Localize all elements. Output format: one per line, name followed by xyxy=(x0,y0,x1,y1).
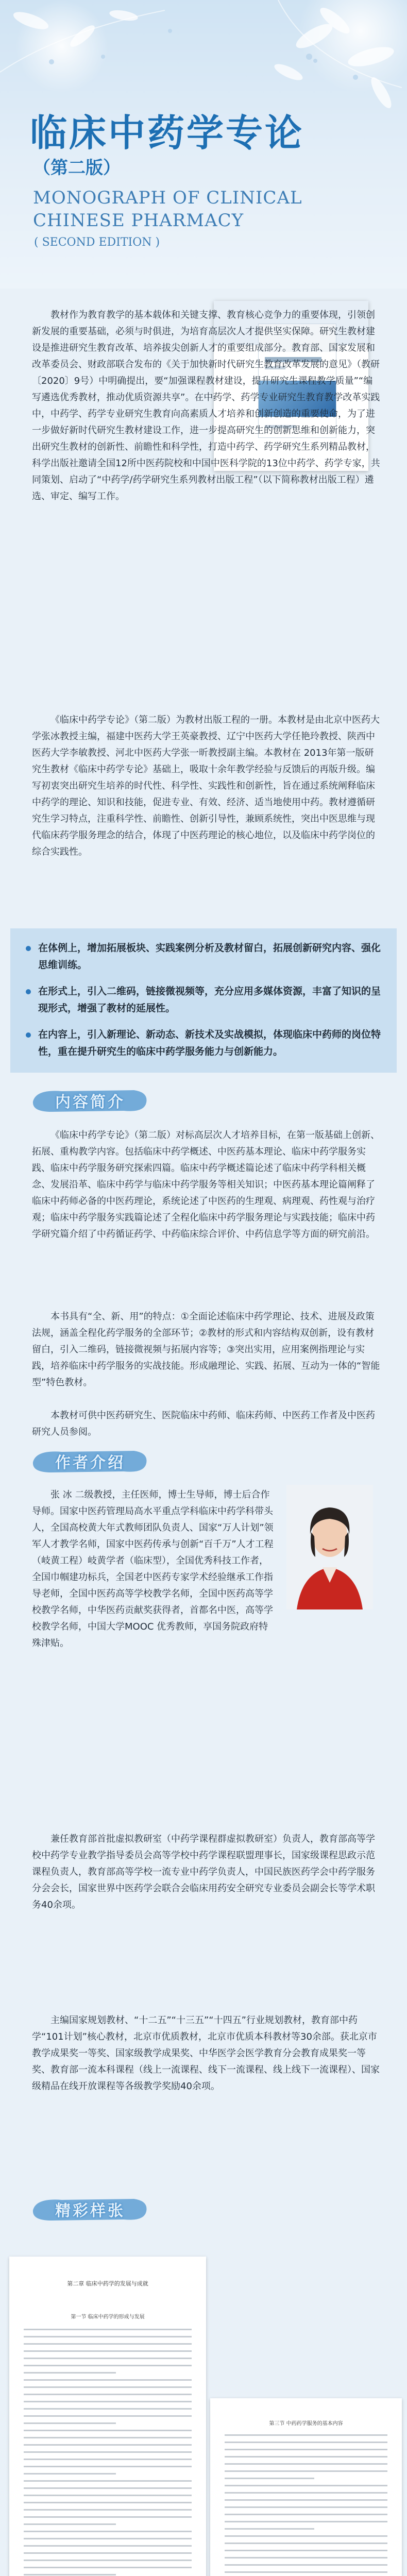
highlight-item xyxy=(38,983,388,1017)
sample-section-title: 第一节 临床中药学的形成与发展 xyxy=(71,2314,145,2320)
highlight-item xyxy=(38,940,388,974)
sample-text-line xyxy=(225,2571,387,2573)
summary-heading: 内容简介 xyxy=(55,1093,125,1111)
sample-text-line xyxy=(24,2451,192,2453)
edition-label: （第二版） xyxy=(33,158,121,178)
author-heading: 作者介绍 xyxy=(55,1454,125,1472)
samples-heading-banner xyxy=(31,2195,149,2224)
sample-text-line xyxy=(24,2495,192,2496)
sample-text-line xyxy=(24,2372,116,2374)
sample-chapter-title: 第二章 临床中药学的发展与成就 xyxy=(67,2280,148,2287)
sample-text-line xyxy=(225,2557,387,2558)
sample-text-line xyxy=(24,2422,116,2424)
sample-text-line xyxy=(225,2485,387,2486)
sample-text-line xyxy=(24,2552,192,2554)
intro-section xyxy=(0,289,407,927)
samples-heading: 精彩样张 xyxy=(55,2202,125,2220)
sample-text-line xyxy=(225,2434,387,2436)
sample-page-right xyxy=(210,2398,402,2576)
sample-section-title: 第三节 中药药学服务的基本内容 xyxy=(269,2421,343,2427)
author-photo xyxy=(286,1485,373,1609)
sample-text-line xyxy=(24,2329,192,2330)
sample-text-line xyxy=(24,2480,192,2482)
summary-paragraph: 本教材可供中医药研究生、医院临床中药师、临床药师、中医药工作者及中医药研究人员参阅。 xyxy=(32,1410,375,1437)
english-title: MONOGRAPH OF CLINICAL CHINESE PHARMACY xyxy=(33,188,302,231)
summary-paragraph: 本书具有“全、新、用”的特点：①全面论述临床中药学理论、技术、进展及政策法规，涵盖全程化药学服务的全部环节；②教材的形式和内容结构双创新，设有教材留白，引入二维码，链接微视频与拓展内容等；③突出实用，应用案例指理论与实践，培养临床中药学服务的实战技能。形成融理论、实践、拓展、互动为一体的“智能型”特色教材。 xyxy=(32,1311,380,1388)
sample-text-line xyxy=(225,2499,387,2501)
highlight-text: 在体例上，增加拓展板块、实践案例分析及教材留白，拓展创新研究内容、强化思维训练。 xyxy=(38,942,381,971)
sample-text-line xyxy=(24,2560,192,2561)
hero-header xyxy=(0,0,407,289)
sample-text-line xyxy=(24,2386,192,2388)
sample-text-line xyxy=(225,2514,387,2515)
author-heading-banner xyxy=(31,1447,149,1476)
sample-text-line xyxy=(225,2449,387,2450)
sample-text-line xyxy=(24,2358,192,2359)
sample-text-line xyxy=(225,2506,387,2508)
sample-text-line xyxy=(225,2463,387,2465)
bullet-icon xyxy=(26,989,31,994)
sample-text-line xyxy=(24,2459,192,2460)
sample-text-line xyxy=(225,2543,387,2544)
sample-text-line xyxy=(24,2415,192,2417)
sample-text-line xyxy=(225,2564,387,2566)
sample-text-line xyxy=(24,2444,192,2446)
sample-text-line xyxy=(225,2478,314,2479)
english-edition: ( SECOND EDITION ) xyxy=(34,236,160,249)
sample-text-line xyxy=(225,2550,387,2551)
sample-text-line xyxy=(24,2523,116,2525)
intro-paragraph: 教材作为教育教学的基本载体和关键支撑、教育核心竞争力的重要体现，引领创新发展的重要基础，必须与时俱进，为培育高层次人才提供坚实保障。研究生教材建设是推进研究生教育改革、培养拔尖创新人才的重要组成部分。教育部、国家发展和改革委员会、财政部联合发布的《关于加快新时代研究生教育改革发展的意见》（教研〔2020〕9号）中明确提出，要“加强课程教材建设，提升研究生课程教学质量”“编写遴选优秀教材，推动优质资源共享”。在中药学、药学专业研究生教育教学改革实践中，中药学、药学专业研究生教育向高素质人才培养和创新创造的重要使命，为了进一步做好新时代研究生教材建设工作，进一步提高研究生的创新思维和创新能力，突出研究生教材的创新性、前瞻性和科学性，打造中药学、药学研究生系列精品教材，科学出版社邀请全国12所中医药院校和中国中医科学院的13位中药学、药学专家，共同策划、启动了“中药学/药学研究生系列教材出版工程”（以下简称教材出版工程）遴选、审定、编写工作。 xyxy=(32,310,380,502)
sample-text-line xyxy=(225,2521,387,2522)
bullet-icon xyxy=(26,1032,31,1038)
sample-text-line xyxy=(225,2528,314,2530)
sample-text-line xyxy=(24,2487,192,2489)
sample-text-line xyxy=(24,2516,192,2518)
sample-text-line xyxy=(24,2545,192,2547)
sample-text-line xyxy=(24,2394,192,2395)
author-bio-paragraph: 张 冰 二级教授，主任医师，博士生导师，博士后合作导师。国家中医药管理局高水平重点学科临床中药学科带头人，全国高校黄大年式教师团队负责人、国家“万人计划”领军人才教学名师，国家中医药传承与创新“百千万”人才工程（岐黄工程）岐黄学者（临床型），全国优秀科技工作者，全国巾帼建功标兵，全国老中医药专家学术经验继承工作指导老师，全国中医药高等学校教学名师，全国中医药高等学校教学名师，中华医药贡献奖获得者，首都名中医，高等学校教学名师，中国大学MOOC 优秀教师，享国务院政府特殊津贴。 xyxy=(32,1489,274,1649)
sample-text-line xyxy=(24,2574,116,2575)
feature-highlights xyxy=(10,928,397,1073)
sample-text-line xyxy=(24,2531,192,2532)
highlight-item xyxy=(38,1026,388,1060)
author-bio-paragraph: 主编国家规划教材、“十二五”“十三五”“十四五”行业规划教材，教育部中药学“101计划”核心教材，北京市优质教材，北京市优质本科教材等30余部。获北京市教学成果奖一等奖、国家级教学成果奖、中华医学会医学教育分会教育成果奖一等奖、教育部一流本科课程（线上一流课程、线下一流课程、线上线下一流课程）、国家级精品在线开放课程等各级教学奖励40余项。 xyxy=(32,2015,380,2092)
author-bio-paragraph: 兼任教育部首批虚拟教研室（中药学课程群虚拟教研室）负责人，教育部高等学校中药学专业教学指导委员会高等学校中药学课程联盟理事长，国家级课程思政示范课程负责人，教育部高等学校一流专业中药学负责人，中国民族医药学会中药学服务分会会长，国家世界中医药学会联合会临床用药安全研究专业委员会副会长等学术职务40余项。 xyxy=(32,1834,375,1910)
sample-text-line xyxy=(24,2379,192,2381)
sample-text-line xyxy=(24,2408,192,2410)
bullet-icon xyxy=(26,946,31,951)
summary-heading-banner xyxy=(31,1086,149,1115)
highlight-text: 在内容上，引入新理论、新动态、新技术及实战模拟，体现临床中药师的岗位特性，重在提升研究生的临床中药学服务能力与创新能力。 xyxy=(38,1029,381,1057)
sample-text-line xyxy=(24,2473,116,2475)
sample-text-line xyxy=(24,2401,192,2402)
sample-text-line xyxy=(24,2343,192,2345)
sample-text-line xyxy=(24,2336,192,2337)
sample-text-line xyxy=(225,2492,387,2494)
sample-text-line xyxy=(225,2470,387,2472)
sample-page-left xyxy=(9,2257,206,2576)
intro-paragraph: 《临床中药学专论》（第二版）为教材出版工程的一册。本教材是由北京中医药大学张冰教授主编，福建中医药大学王英豪教授、辽宁中医药大学任艳玲教授、陕西中医药大学李敏教授、河北中医药大学张一昕教授副主编。本教材在 2013年第一版研究生教材《临床中药学专论》基础上，吸取十余年教学经验与反馈后的再版升级。编写初衷突出研究生培养的时代性、科学性、实践性和创新性，旨在通过系统阐释临床中药学的理论、知识和技能，促进专业、有效、经济、适当地使用中药。教材遵循研究生学习特点，注重科学性、前瞻性、创新引导性，兼顾系统性，突出中医思维与现代临床药学服务理念的结合，体现了中医药理论的核心地位，以及临床中药学岗位的综合实践性。 xyxy=(32,715,380,857)
highlight-text: 在形式上，引入二维码，链接微视频等，充分应用多媒体资源，丰富了知识的呈现形式，增强了教材的延展性。 xyxy=(38,986,381,1014)
sample-text-line xyxy=(24,2365,192,2366)
sample-text-line xyxy=(24,2502,192,2503)
sample-text-line xyxy=(225,2535,387,2537)
sample-text-line xyxy=(24,2350,192,2352)
sample-text-line xyxy=(24,2538,192,2539)
summary-paragraph: 《临床中药学专论》（第二版）对标高层次人才培养目标，在第一版基础上创新、拓展、重构教学内容。包括临床中药学概述、中医药基本理论、临床中药学服务实践、临床中药学服务研究探索四篇。临床中药学概述篇论述了临床中药学科相关概念、发展沿革、临床中药学与临床中药学服务等相关知识；中医药基本理论篇阐释了临床中药师必备的中医药理论，系统论述了中医药的生理观、病理观、药性观与治疗观；临床中药学服务实践篇论述了全程化临床中药学服务理论与实践技能；临床中药学研究篇介绍了中药循证药学、中药临床综合评价、中药信息学等方面的研究前沿。 xyxy=(32,1130,380,1240)
book-title: 临床中药学专论 xyxy=(30,111,304,155)
sample-text-line xyxy=(24,2437,192,2438)
sample-text-line xyxy=(24,2567,192,2568)
sample-text-line xyxy=(225,2442,387,2443)
sample-text-line xyxy=(225,2456,387,2458)
sample-text-line xyxy=(24,2466,192,2467)
sample-text-line xyxy=(24,2509,192,2511)
sample-text-line xyxy=(24,2430,192,2431)
